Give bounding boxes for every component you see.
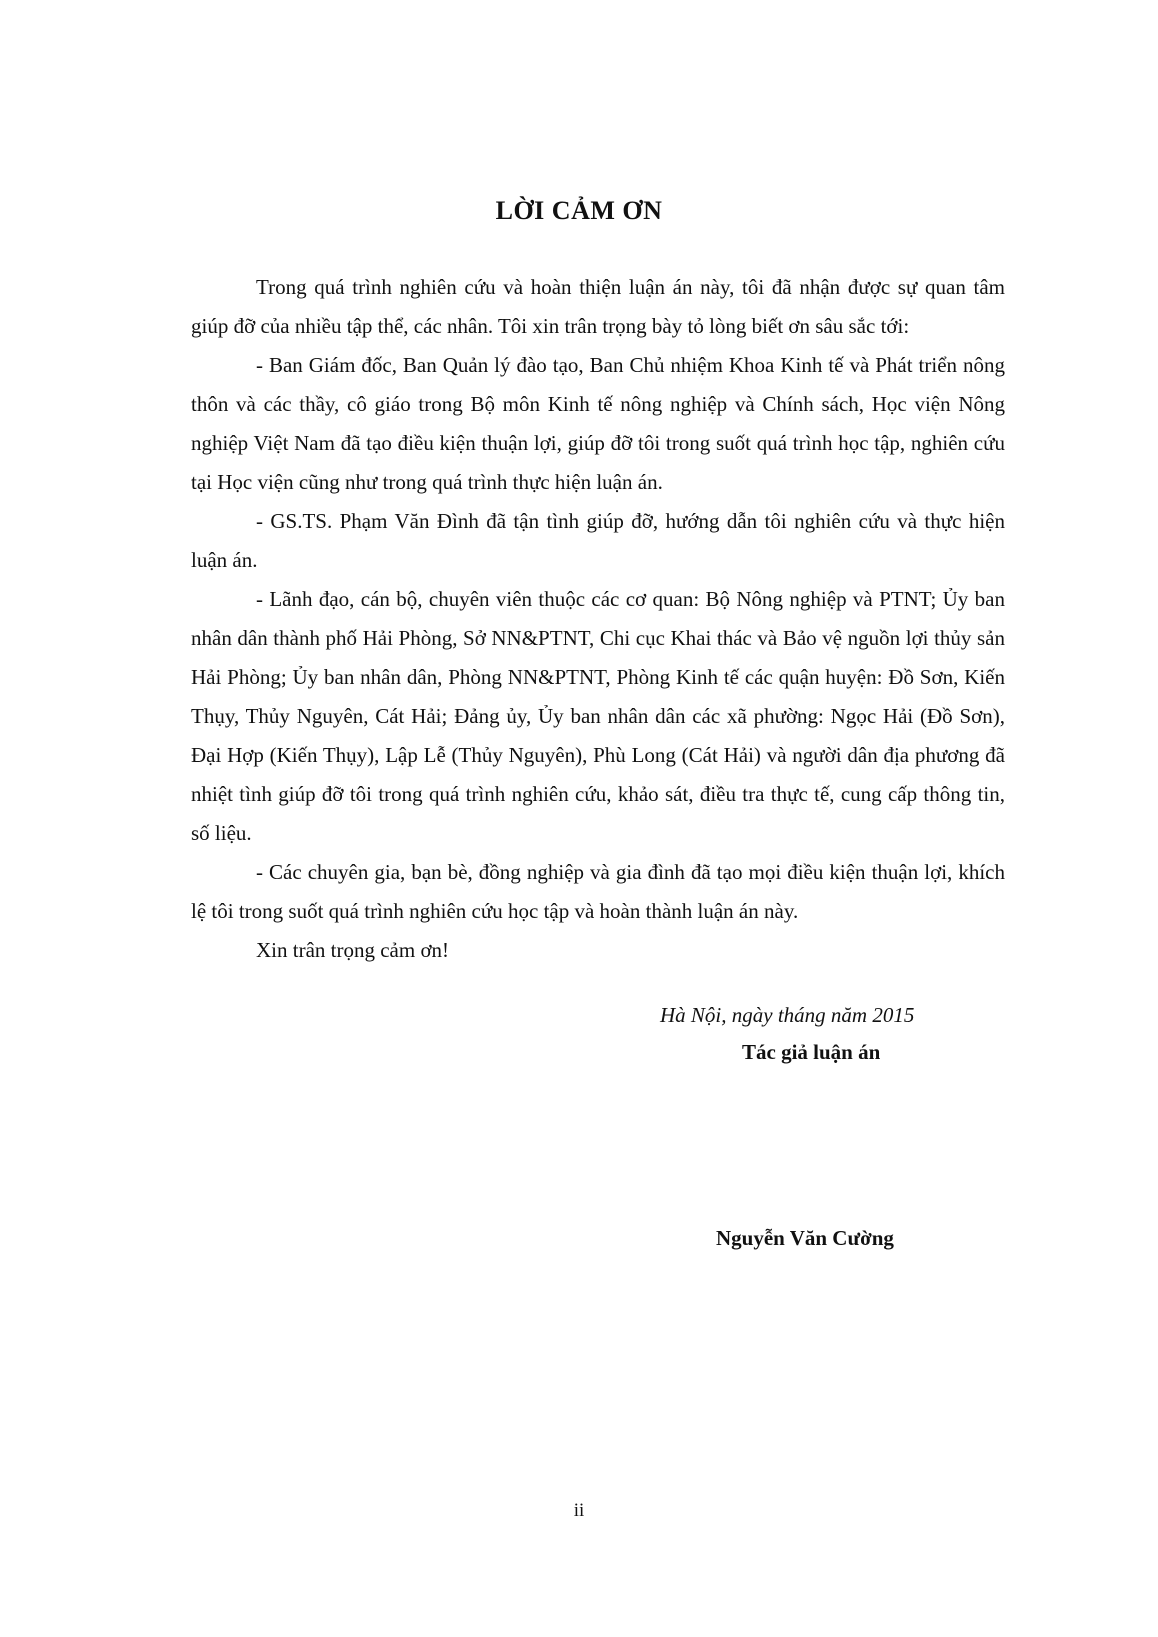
signature-name: Nguyễn Văn Cường bbox=[716, 1226, 894, 1250]
paragraph-agencies: - Lãnh đạo, cán bộ, chuyên viên thuộc các cơ quan: Bộ Nông nghiệp và PTNT; Ủy ban nhân dân thành phố Hải Phòng, Sở NN&PTNT, Chi cục Khai thác và Bảo vệ nguồn lợi thủy sản Hải Phòng; Ủy ban nhân dân, Phòng NN&PTNT, Phòng Kinh tế các quận huyện: Đồ Sơn, Kiến Thụy, Thủy Nguyên, Cát Hải; Đảng ủy, Ủy ban nhân dân các xã phường: Ngọc Hải (Đồ Sơn), Đại Hợp (Kiến Thụy), Lập Lễ (Thủy Nguyên), Phù Long (Cát Hải) và người dân địa phương đã nhiệt tình giúp đỡ tôi trong quá trình nghiên cứu, khảo sát, điều tra thực tế, cung cấp thông tin, số liệu. bbox=[191, 587, 1005, 845]
paragraph-family: - Các chuyên gia, bạn bè, đồng nghiệp và gia đình đã tạo mọi điều kiện thuận lợi, khích lệ tôi trong suốt quá trình nghiên cứu học tập và hoàn thành luận án này. bbox=[191, 860, 1005, 923]
acknowledgement-body bbox=[191, 268, 1005, 970]
paragraph-academy: - Ban Giám đốc, Ban Quản lý đào tạo, Ban Chủ nhiệm Khoa Kinh tế và Phát triển nông thôn và các thầy, cô giáo trong Bộ môn Kinh tế nông nghiệp và Chính sách, Học viện Nông nghiệp Việt Nam đã tạo điều kiện thuận lợi, giúp đỡ tôi trong suốt quá trình học tập, nghiên cứu tại Học viện cũng như trong quá trình thực hiện luận án. bbox=[191, 353, 1005, 494]
page-title: LỜI CẢM ƠN bbox=[495, 196, 663, 225]
paragraph-closing: Xin trân trọng cảm ơn! bbox=[256, 938, 450, 962]
paragraph-supervisor: - GS.TS. Phạm Văn Đình đã tận tình giúp đỡ, hướng dẫn tôi nghiên cứu và thực hiện luận án. bbox=[191, 509, 1005, 572]
signature-date-line: Hà Nội, ngày tháng năm 2015 bbox=[660, 1003, 915, 1027]
paragraph-intro: Trong quá trình nghiên cứu và hoàn thiện luận án này, tôi đã nhận được sự quan tâm giúp đỡ của nhiều tập thể, các nhân. Tôi xin trân trọng bày tỏ lòng biết ơn sâu sắc tới: bbox=[191, 275, 1005, 338]
page-number: ii bbox=[573, 1500, 585, 1521]
signature-role: Tác giả luận án bbox=[742, 1040, 881, 1064]
